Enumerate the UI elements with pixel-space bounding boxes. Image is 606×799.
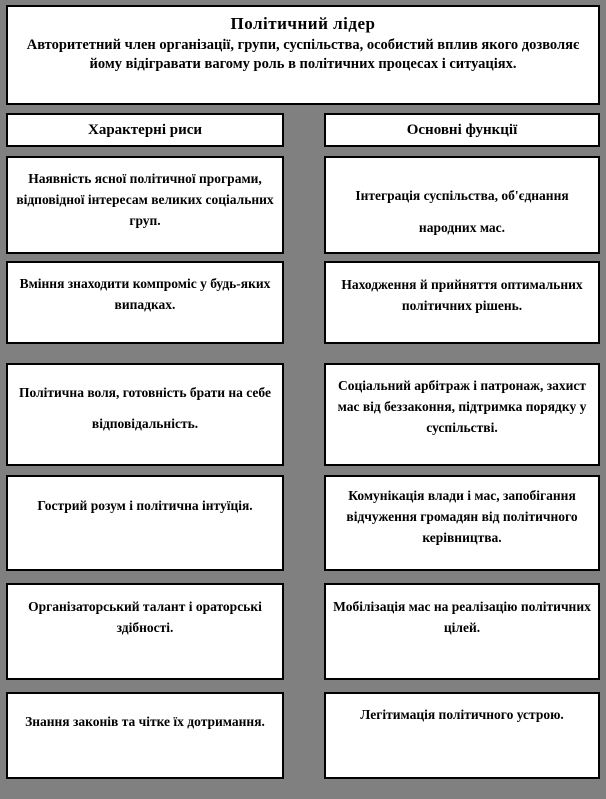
function-item-label: Комунікація влади і мас, запобігання відчуження громадян від політичного керівництва.: [346, 488, 578, 545]
column-header-functions: [324, 113, 600, 147]
function-item: [324, 261, 600, 344]
trait-item: [6, 363, 284, 466]
column-header-traits: [6, 113, 284, 147]
function-item-label: Находження й прийняття оптимальних політичних рішень.: [341, 277, 583, 313]
trait-item-label: Знання законів та чітке їх дотримання.: [25, 714, 265, 729]
function-item: [324, 156, 600, 254]
trait-item-label: Наявність ясної політичної програми, відповідної інтересам великих соціальних груп.: [16, 171, 274, 228]
trait-item: [6, 261, 284, 344]
trait-item: [6, 692, 284, 779]
trait-item-label: Гострий розум і політична інтуїція.: [37, 498, 253, 513]
trait-item: [6, 475, 284, 571]
column-header-functions-label: Основні функції: [406, 122, 518, 138]
trait-item: [6, 583, 284, 680]
trait-item-label: Політична воля, готовність брати на себе відповідальність.: [19, 385, 271, 431]
trait-item: [6, 156, 284, 254]
column-header-traits-label: Характерні риси: [87, 122, 203, 138]
function-item: [324, 363, 600, 466]
function-item-label: Легітимація політичного устрою.: [360, 707, 564, 722]
page-title: Політичний лідер: [230, 14, 376, 33]
trait-item-label: Вміння знаходити компроміс у будь-яких випадках.: [19, 276, 271, 312]
trait-item-label: Організаторський талант і ораторські здібності.: [28, 599, 262, 635]
page-subtitle: Авторитетний член організації, групи, суспільства, особистий вплив якого дозволяє йому відігравати вагому роль в політичних процесах і ситуаціях.: [26, 37, 580, 72]
function-item-label: Інтеграція суспільства, об'єднання народних мас.: [355, 188, 569, 235]
function-item-label: Соціальний арбітраж і патронаж, захист мас від беззаконня, підтримка порядку у суспільстві.: [337, 378, 587, 435]
function-item: [324, 583, 600, 680]
title-box: [6, 5, 600, 105]
function-item: [324, 475, 600, 571]
function-item: [324, 692, 600, 779]
function-item-label: Мобілізація мас на реалізацію політичних цілей.: [333, 599, 591, 635]
